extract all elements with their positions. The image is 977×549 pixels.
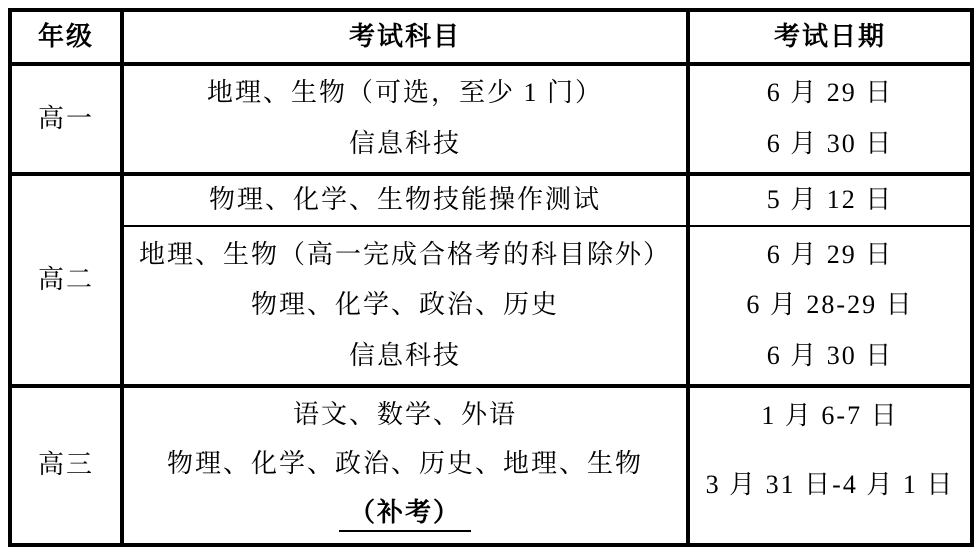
grade1-subject-line: 地理、生物（可选，至少 1 门） (206, 78, 603, 108)
grade2-date-line: 6 月 28-29 日 (746, 290, 914, 320)
grade2-subjects-cell-a: 物理、化学、生物技能操作测试 (122, 174, 688, 226)
section-grade1-row (10, 64, 972, 174)
section-grade2-row-a (10, 174, 972, 226)
grade3-dates-cell (688, 386, 972, 545)
header-grade: 年级 (10, 10, 122, 64)
grade1-label-cell: 高一 (10, 64, 122, 174)
grade2-date-line: 6 月 30 日 (766, 340, 894, 370)
grade3-date-line: 1 月 6-7 日 (761, 400, 899, 430)
grade3-date-line: 3 月 31 日-4 月 1 日 (705, 470, 955, 499)
header-subjects: 考试科目 (122, 10, 688, 64)
grade1-subject-line: 信息科技 (348, 129, 461, 159)
grade2-dates-cell-b (688, 226, 972, 386)
grade2-dates-cell-a: 5 月 12 日 (688, 174, 972, 226)
grade1-subjects-cell (122, 64, 688, 174)
makeup-underlined-text: （补考） (339, 497, 471, 533)
grade1-dates-cell (688, 64, 972, 174)
grade1-date-line: 6 月 29 日 (766, 78, 894, 108)
section-grade2-row-b (10, 226, 972, 386)
section-grade3-row (10, 386, 972, 545)
grade2-date-line: 6 月 29 日 (766, 239, 894, 269)
grade3-makeup-label (339, 497, 471, 533)
grade2-subject-line: 信息科技 (348, 340, 461, 370)
exam-schedule (8, 8, 974, 547)
grade3-subjects-cell (122, 386, 688, 545)
grade3-label-cell: 高三 (10, 386, 122, 545)
header-dates: 考试日期 (688, 10, 972, 64)
grade3-subject-line: 语文、数学、外语 (292, 399, 517, 429)
grade2-subjects-cell-b (122, 226, 688, 386)
grade2-subject-line: 地理、生物（高一完成合格考的科目除外） (138, 239, 671, 269)
grade2-label-cell: 高二 (10, 174, 122, 386)
grade1-date-line: 6 月 30 日 (766, 129, 894, 159)
exam-schedule-table (8, 8, 974, 547)
grade3-subject-line: 物理、化学、政治、历史、地理、生物 (166, 448, 643, 478)
header-row (10, 10, 972, 64)
grade2-subject-line: 物理、化学、政治、历史 (250, 290, 559, 320)
